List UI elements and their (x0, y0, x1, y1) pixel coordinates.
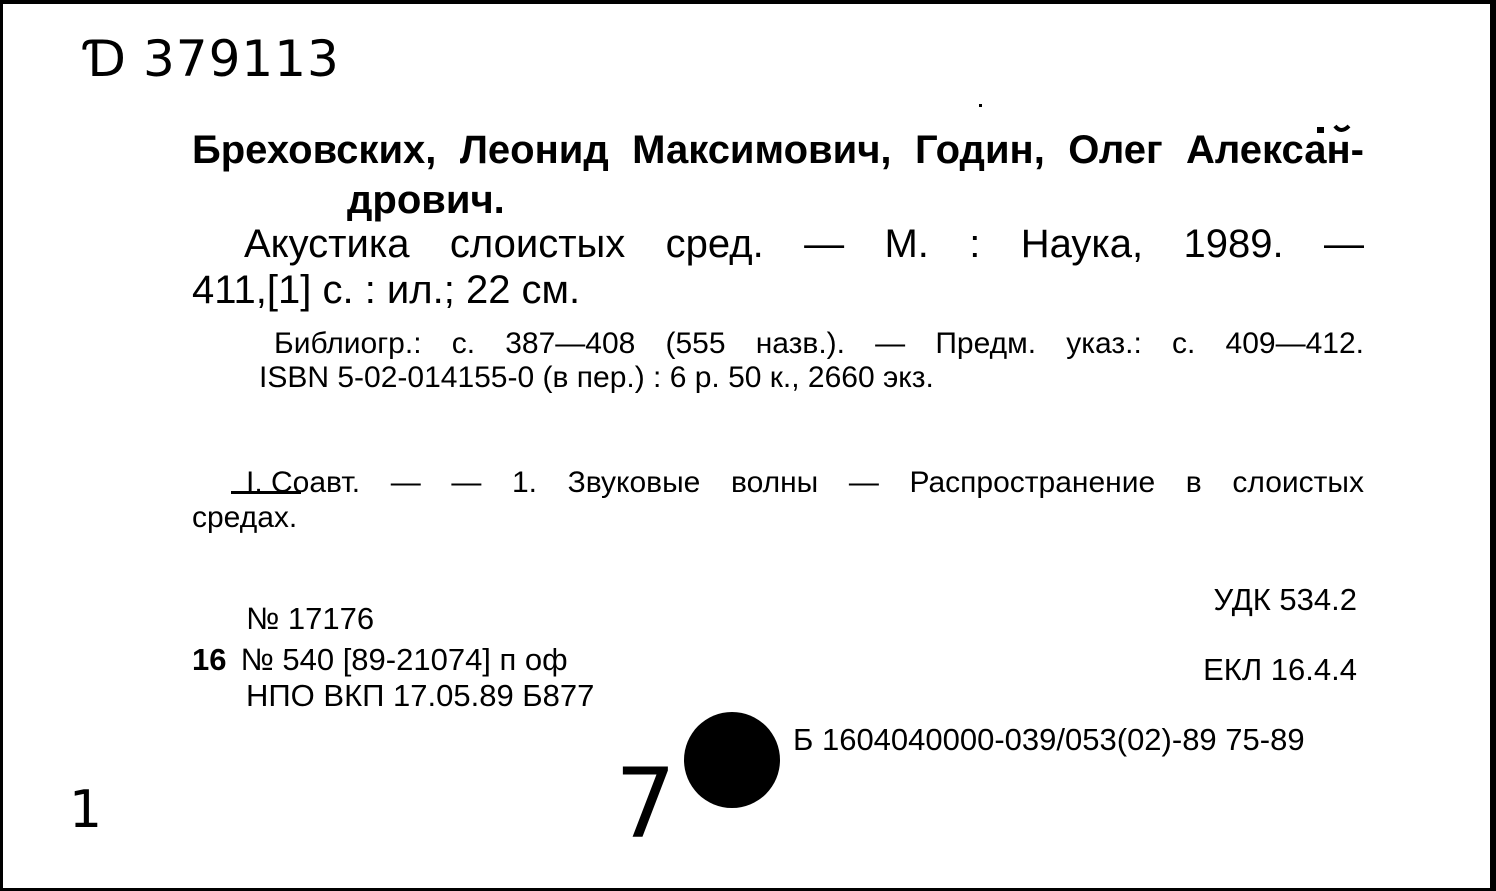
subjects-word: — (848, 466, 879, 499)
title-word: Акустика (244, 222, 410, 266)
notes-word: с. (1172, 327, 1196, 360)
npo-line: НПО ВКП 17.05.89 Б877 (246, 678, 595, 713)
authors-word: Леонид (459, 128, 609, 172)
notes-word: 409—412. (1225, 327, 1364, 360)
punch-hole-dot (684, 712, 780, 808)
authors-word: Максимович, (632, 128, 892, 172)
title-word: М. (884, 222, 929, 266)
order-details: № 540 [89-21074] п оф (240, 642, 568, 677)
call-number-prefix: Ɗ (85, 30, 127, 88)
authors-word: Алексан- (1186, 128, 1364, 172)
subjects-word: 1. (511, 466, 537, 499)
subjects-word: волны (730, 466, 819, 499)
b-code: Б 1604040000-039/053(02)-89 75-89 (793, 722, 1305, 757)
subjects-word: — (390, 466, 421, 499)
title-line-1 (244, 222, 1364, 267)
subjects-word: Распространение (909, 466, 1156, 499)
authors-line-1 (192, 128, 1364, 173)
accession-number: № 17176 (246, 601, 375, 636)
subjects-word: — (451, 466, 482, 499)
subjects-word: Звуковые (567, 466, 701, 499)
handwritten-mark-7: 7 (615, 748, 677, 860)
title-word: слоистых (449, 222, 626, 266)
title-line-2: 411,[1] с. : ил.; 22 см. (192, 268, 581, 312)
title-word: сред. (665, 222, 764, 266)
call-number (85, 30, 340, 88)
handwritten-mark-1: 1 (69, 780, 103, 840)
notes-word: Библиогр.: (274, 327, 422, 360)
ink-speck (979, 104, 982, 107)
notes-word: (555 (665, 327, 726, 360)
subjects-line-2: средах. (192, 501, 298, 534)
order-line (192, 642, 568, 678)
authors-word: Олег (1068, 128, 1163, 172)
title-word: — (804, 222, 845, 266)
title-word: : (969, 222, 981, 266)
authors-line-2: дрович. (347, 178, 505, 222)
subjects-word: I. Соавт. (246, 466, 361, 499)
udk-code: УДК 534.2 (1213, 582, 1357, 617)
title-word: — (1323, 222, 1364, 266)
authors-word: Годин, (914, 128, 1045, 172)
subjects-word: слоистых (1232, 466, 1364, 499)
title-word: 1989. (1183, 222, 1284, 266)
notes-word: — (875, 327, 906, 360)
subjects-word: в (1185, 466, 1202, 499)
notes-word: указ.: (1066, 327, 1142, 360)
authors-word: Бреховских, (192, 128, 437, 172)
subjects-line-1 (246, 466, 1364, 500)
isbn-line: ISBN 5-02-014155-0 (в пер.) : 6 р. 50 к., 2660 экз. (259, 361, 934, 394)
notes-word: назв.). (755, 327, 845, 360)
notes-word: Предм. (935, 327, 1037, 360)
notes-word: с. (451, 327, 476, 360)
notes-word: 387—408 (505, 327, 636, 360)
title-word: Наука, (1020, 222, 1144, 266)
call-number-value: 379113 (143, 30, 340, 88)
order-prefix: 16 (192, 642, 227, 677)
notes-line-1 (274, 327, 1364, 361)
ekl-code: ЕКЛ 16.4.4 (1203, 652, 1357, 687)
